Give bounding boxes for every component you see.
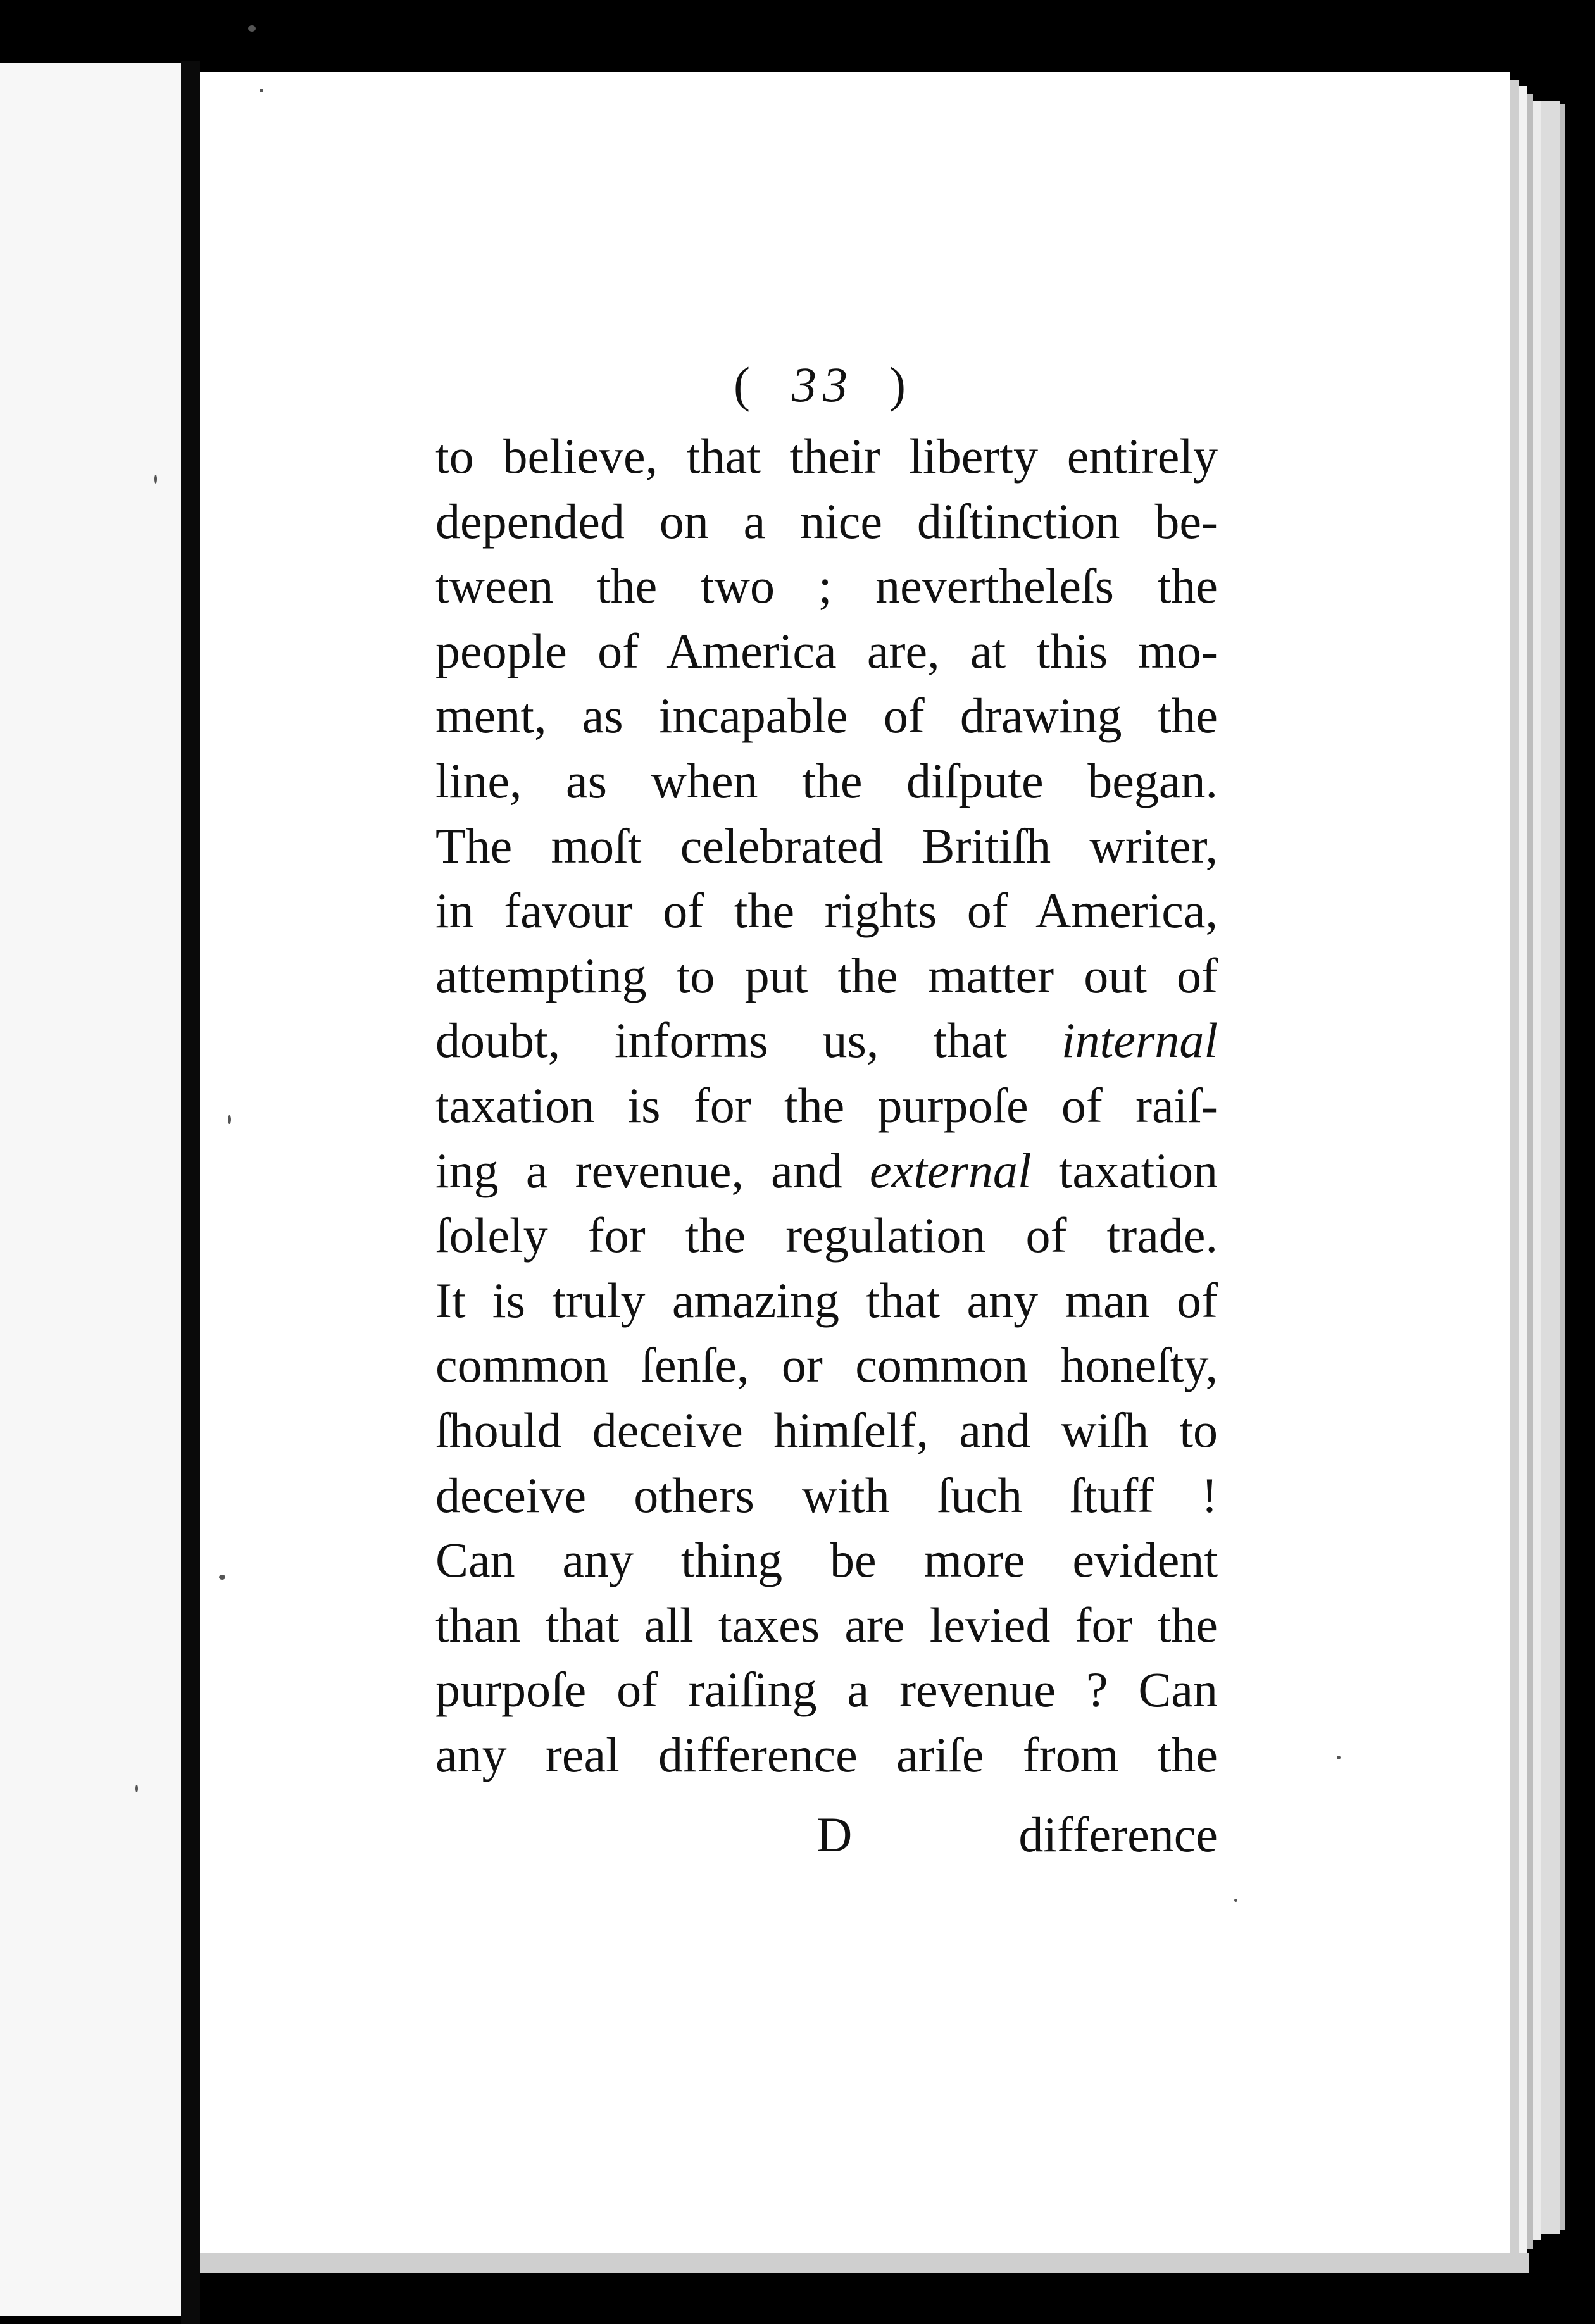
text-line (435, 1398, 1218, 1463)
text-run: The moſt celebrated Britiſh writer, (435, 818, 1218, 873)
text-run: attempting to put the matter out of (435, 947, 1218, 1003)
catchword: difference (1018, 1807, 1218, 1862)
scan-speck (1234, 1899, 1237, 1902)
text-run: any real difference ariſe from the (435, 1727, 1218, 1782)
text-run: ſolely for the regulation of trade. (435, 1208, 1218, 1263)
text-run: doubt, informs us, that (435, 1013, 1061, 1068)
italic-word: external (869, 1142, 1032, 1198)
scan-speck (260, 89, 263, 92)
text-line (435, 1463, 1218, 1528)
text-run: It is truly amazing that any man of (435, 1272, 1218, 1328)
text-line (435, 1723, 1218, 1788)
text-run: deceive others with ſuch ſtuff ! (435, 1467, 1218, 1523)
text-run: ſhould deceive himſelf, and wiſh to (435, 1402, 1218, 1458)
page-edge (1519, 86, 1527, 2257)
page-footer (435, 1802, 1218, 1867)
text-run: ment, as incapable of drawing the (435, 688, 1218, 744)
page-edge (1533, 101, 1541, 2240)
page-edge (1541, 101, 1560, 2234)
scan-speck (228, 1115, 231, 1124)
text-run: to believe, that their liberty entirely (435, 428, 1218, 484)
text-run: purpoſe of raiſing a revenue ? Can (435, 1662, 1218, 1718)
text-run: depended on a nice diſtinction be- (435, 493, 1218, 549)
text-line (435, 489, 1218, 554)
text-run: common ſenſe, or common honeſty, (435, 1337, 1218, 1393)
text-run: taxation (1031, 1142, 1218, 1198)
page-number-value: 33 (792, 357, 854, 412)
text-run: ing a revenue, and (435, 1142, 870, 1198)
page-edge (1510, 80, 1519, 2265)
text-run: tween the two ; nevertheleſs the (435, 558, 1218, 614)
text-run: taxation is for the purpoſe of raiſ- (435, 1077, 1218, 1133)
signature-mark: D (816, 1807, 853, 1862)
italic-word: internal (1061, 1013, 1218, 1068)
scan-speck (135, 1785, 138, 1792)
text-line (435, 1073, 1218, 1139)
text-line (435, 1333, 1218, 1398)
body-text (435, 424, 1218, 1787)
page-edge (1560, 104, 1565, 2230)
scan-speck (154, 475, 157, 484)
scan-speck (1337, 1756, 1341, 1759)
text-line (435, 554, 1218, 619)
page-edge (1527, 94, 1533, 2249)
text-line (435, 814, 1218, 879)
text-line (435, 1008, 1218, 1073)
text-line (435, 878, 1218, 944)
text-line (435, 1528, 1218, 1593)
scan-speck (248, 25, 256, 32)
text-line (435, 749, 1218, 814)
text-run: than that all taxes are levied for the (435, 1597, 1218, 1652)
facing-page-edge (0, 63, 181, 2316)
text-run: line, as when the diſpute began. (435, 753, 1218, 808)
text-line (435, 1593, 1218, 1658)
text-line (435, 1268, 1218, 1334)
text-run: people of America are, at this mo- (435, 623, 1218, 678)
text-line (435, 619, 1218, 684)
text-line (435, 1203, 1218, 1268)
scan-speck (219, 1575, 225, 1580)
text-line (435, 944, 1218, 1009)
text-line (435, 424, 1218, 489)
page-number-paren-open: ( (734, 357, 756, 412)
page-bottom-edge (200, 2253, 1529, 2273)
text-run: Can any thing be more evident (435, 1532, 1218, 1588)
text-run: in favour of the rights of America, (435, 883, 1218, 939)
text-line (435, 1139, 1218, 1204)
page-number (684, 347, 962, 423)
book-gutter (181, 61, 200, 2324)
text-line (435, 1658, 1218, 1723)
text-line (435, 684, 1218, 749)
page-number-paren-close: ) (889, 357, 912, 412)
